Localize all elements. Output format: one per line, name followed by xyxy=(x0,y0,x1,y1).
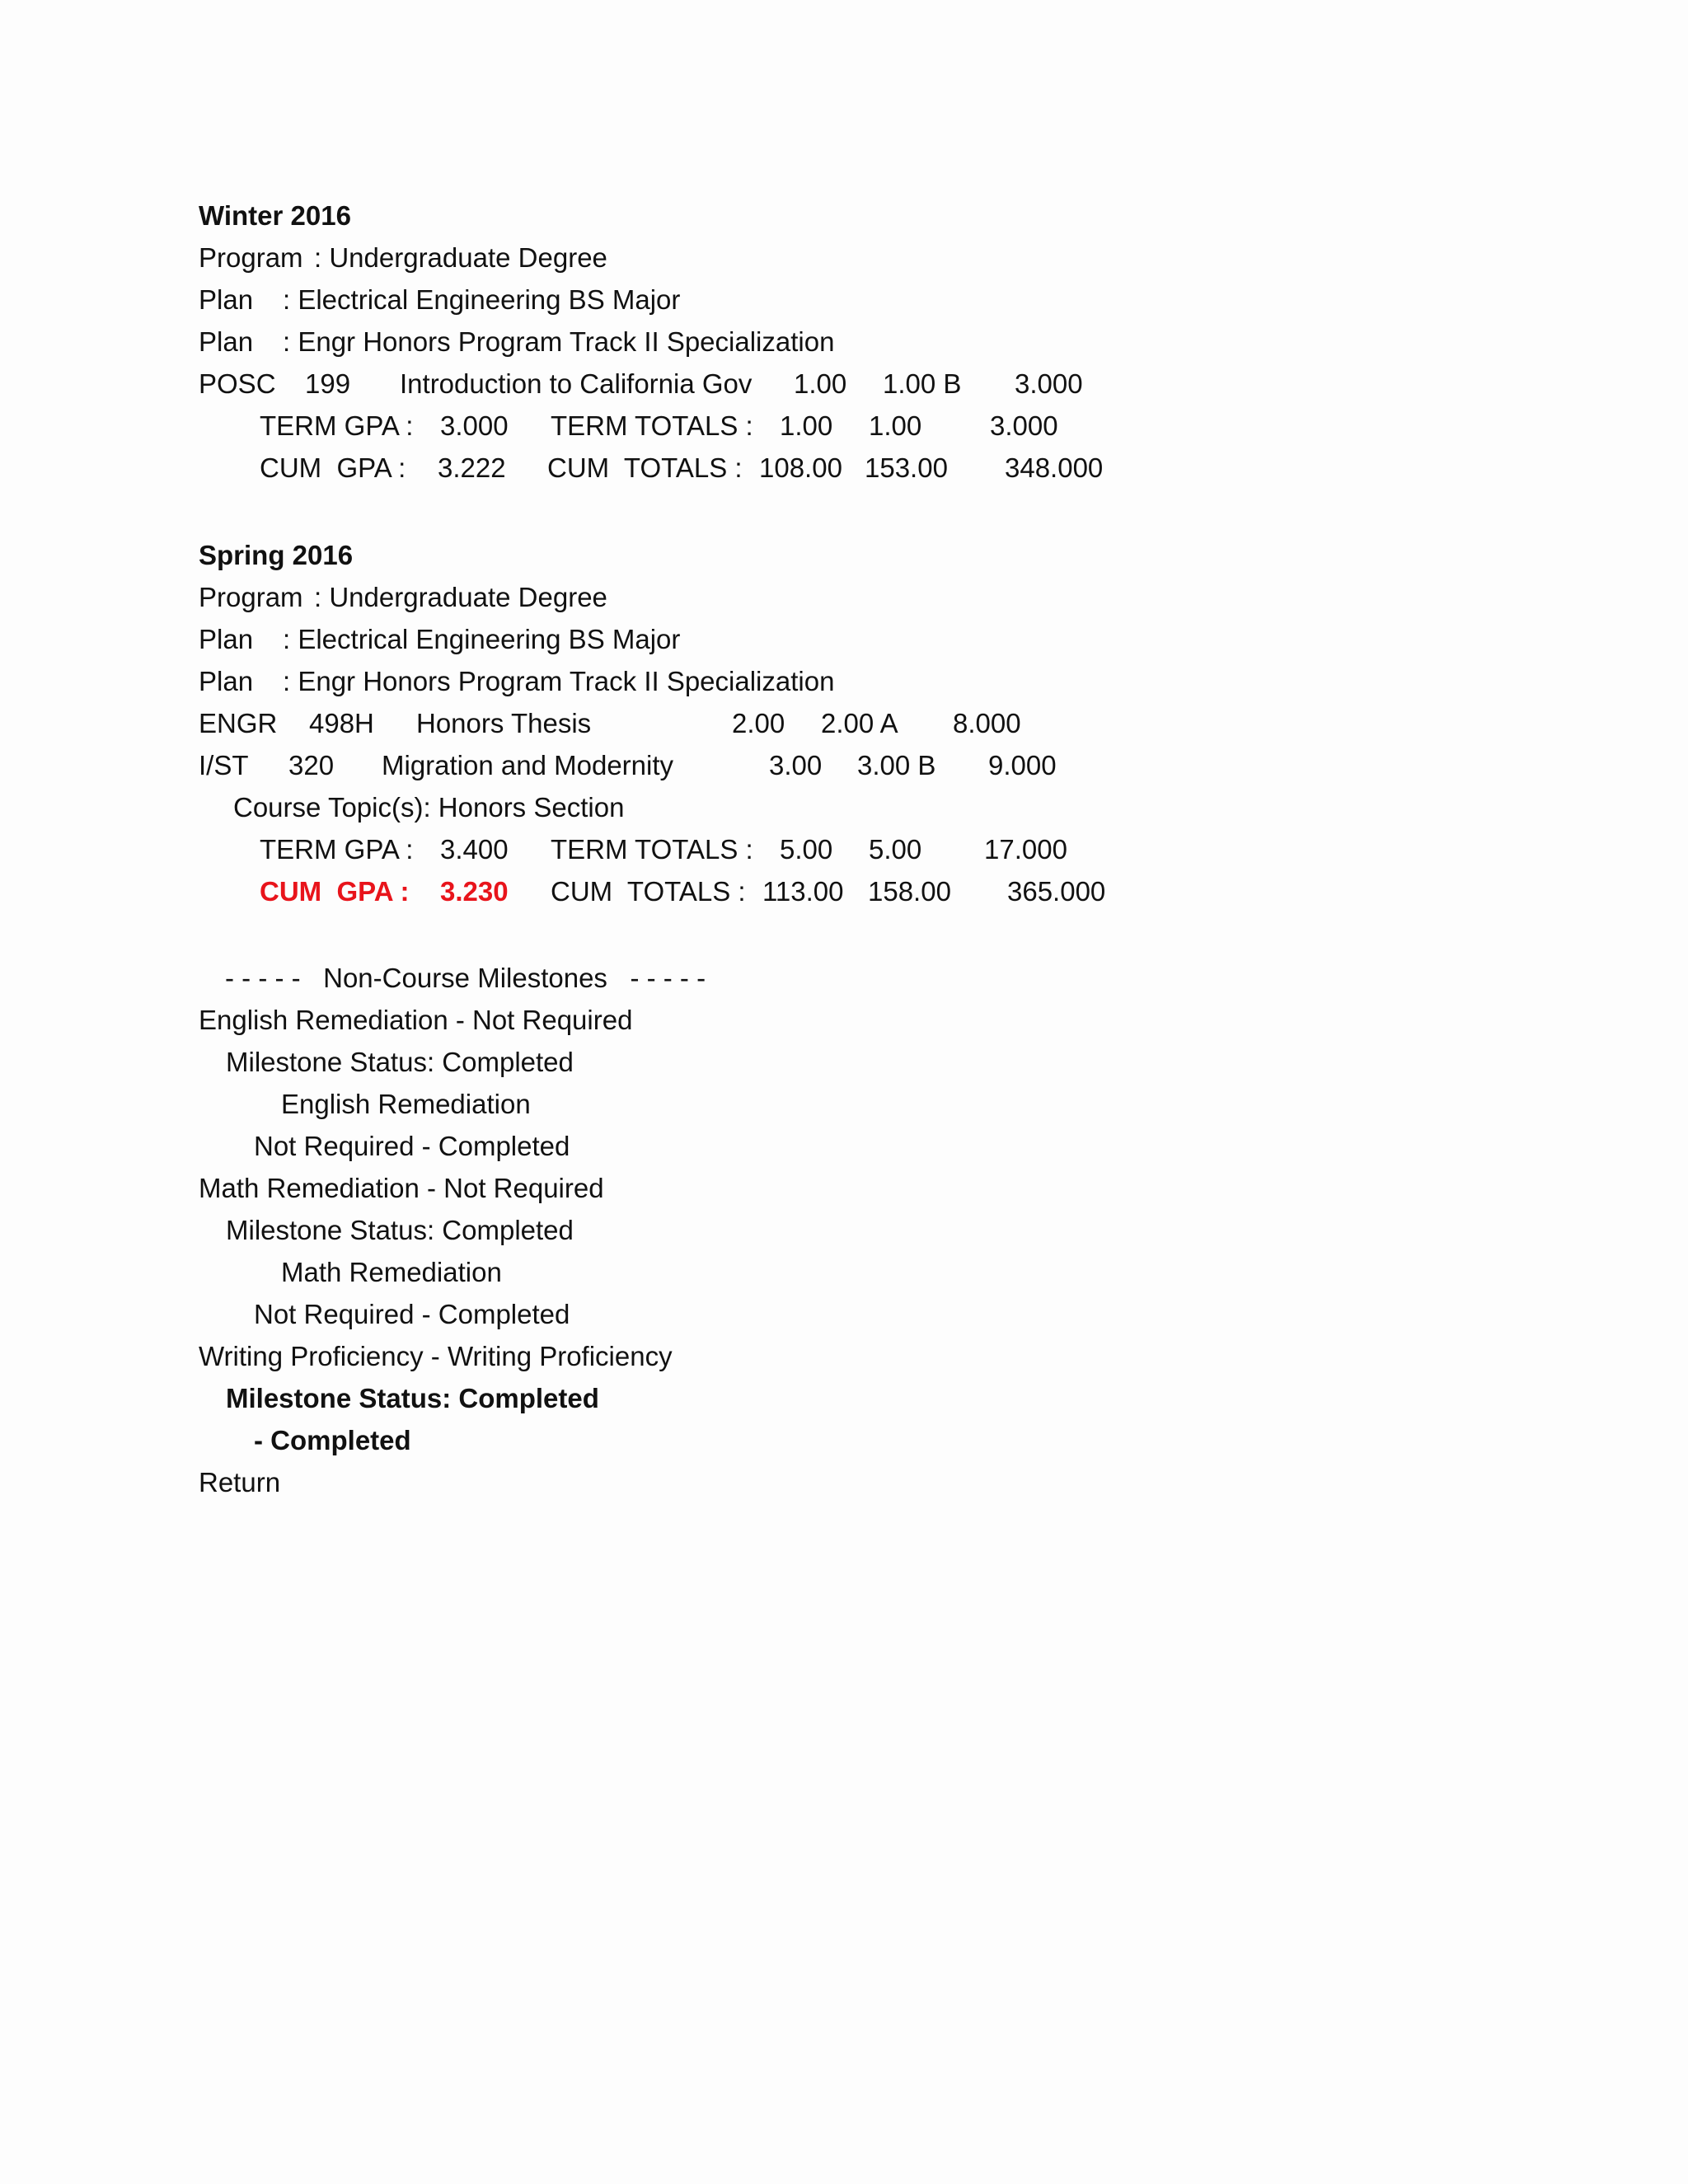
term-gpa-value: 3.000 xyxy=(440,410,509,441)
writing-milestone-title: Writing Proficiency - Writing Proficiency xyxy=(199,1341,673,1371)
math-milestone-name: Math Remediation xyxy=(281,1257,502,1287)
spring-plan2-label: Plan xyxy=(199,666,254,696)
math-milestone-status: Milestone Status: Completed xyxy=(226,1215,574,1245)
course-subject: I/ST xyxy=(199,750,249,780)
winter-plan2-label: Plan xyxy=(199,326,254,357)
course-number: 498H xyxy=(309,708,374,738)
term-gpa-value: 3.400 xyxy=(440,834,509,865)
cum-attempted: 113.00 xyxy=(762,876,844,907)
winter-plan1-value: : Electrical Engineering BS Major xyxy=(283,284,681,315)
math-milestone-title: Math Remediation - Not Required xyxy=(199,1173,604,1203)
course-points: 3.000 xyxy=(1015,368,1083,399)
spring-plan2-value: : Engr Honors Program Track II Specialization xyxy=(283,666,835,696)
spring-plan1-value: : Electrical Engineering BS Major xyxy=(283,624,681,654)
winter-term-heading: Winter 2016 xyxy=(199,200,351,231)
course-earned-grade: 2.00 A xyxy=(821,708,898,738)
cum-earned: 153.00 xyxy=(865,452,948,483)
term-totals-label: TERM TOTALS : xyxy=(551,410,753,441)
writing-milestone-status: Milestone Status: Completed xyxy=(226,1383,599,1413)
term-totals-label: TERM TOTALS : xyxy=(551,834,753,865)
term-earned: 1.00 xyxy=(869,410,922,441)
winter-program-value: : Undergraduate Degree xyxy=(314,242,607,273)
course-earned-grade: 1.00 B xyxy=(883,368,962,399)
course-topic-note: Course Topic(s): Honors Section xyxy=(233,792,625,823)
english-milestone-name: English Remediation xyxy=(281,1089,531,1119)
cum-points: 348.000 xyxy=(1005,452,1104,483)
term-gpa-label: TERM GPA : xyxy=(260,410,414,441)
english-milestone-status: Milestone Status: Completed xyxy=(226,1047,574,1077)
spring-program-label: Program xyxy=(199,582,303,612)
course-title: Honors Thesis xyxy=(416,708,592,738)
cum-gpa-label: CUM GPA : xyxy=(260,452,406,483)
writing-milestone-result: - Completed xyxy=(254,1425,411,1455)
term-points: 17.000 xyxy=(984,834,1067,865)
course-subject: ENGR xyxy=(199,708,278,738)
cum-attempted: 108.00 xyxy=(759,452,842,483)
cum-gpa-label-highlighted: CUM GPA : xyxy=(260,876,410,907)
milestones-header: - - - - - Non-Course Milestones - - - - - xyxy=(225,963,706,993)
math-milestone-result: Not Required - Completed xyxy=(254,1299,570,1329)
cum-earned: 158.00 xyxy=(868,876,951,907)
cum-totals-label: CUM TOTALS : xyxy=(547,452,743,483)
course-attempted: 1.00 xyxy=(794,368,847,399)
course-number: 199 xyxy=(305,368,351,399)
term-attempted: 1.00 xyxy=(780,410,833,441)
course-points: 9.000 xyxy=(988,750,1057,780)
cum-gpa-value: 3.222 xyxy=(438,452,506,483)
course-attempted: 3.00 xyxy=(769,750,823,780)
course-attempted: 2.00 xyxy=(732,708,785,738)
english-milestone-title: English Remediation - Not Required xyxy=(199,1005,633,1035)
cum-gpa-value-highlighted: 3.230 xyxy=(440,876,509,907)
course-subject: POSC xyxy=(199,368,276,399)
cum-points: 365.000 xyxy=(1007,876,1106,907)
winter-plan1-label: Plan xyxy=(199,284,254,315)
cum-totals-label: CUM TOTALS : xyxy=(551,876,746,907)
term-gpa-label: TERM GPA : xyxy=(260,834,414,865)
course-earned-grade: 3.00 B xyxy=(857,750,936,780)
course-number: 320 xyxy=(288,750,335,780)
winter-plan2-value: : Engr Honors Program Track II Specialization xyxy=(283,326,835,357)
winter-program-label: Program xyxy=(199,242,303,273)
term-attempted: 5.00 xyxy=(780,834,833,865)
english-milestone-result: Not Required - Completed xyxy=(254,1131,570,1161)
spring-term-heading: Spring 2016 xyxy=(199,540,354,570)
term-points: 3.000 xyxy=(990,410,1058,441)
course-title: Introduction to California Gov xyxy=(400,368,753,399)
spring-plan1-label: Plan xyxy=(199,624,254,654)
course-title: Migration and Modernity xyxy=(382,750,674,780)
return-link[interactable]: Return xyxy=(199,1467,281,1497)
course-points: 8.000 xyxy=(953,708,1021,738)
term-earned: 5.00 xyxy=(869,834,922,865)
spring-program-value: : Undergraduate Degree xyxy=(314,582,607,612)
